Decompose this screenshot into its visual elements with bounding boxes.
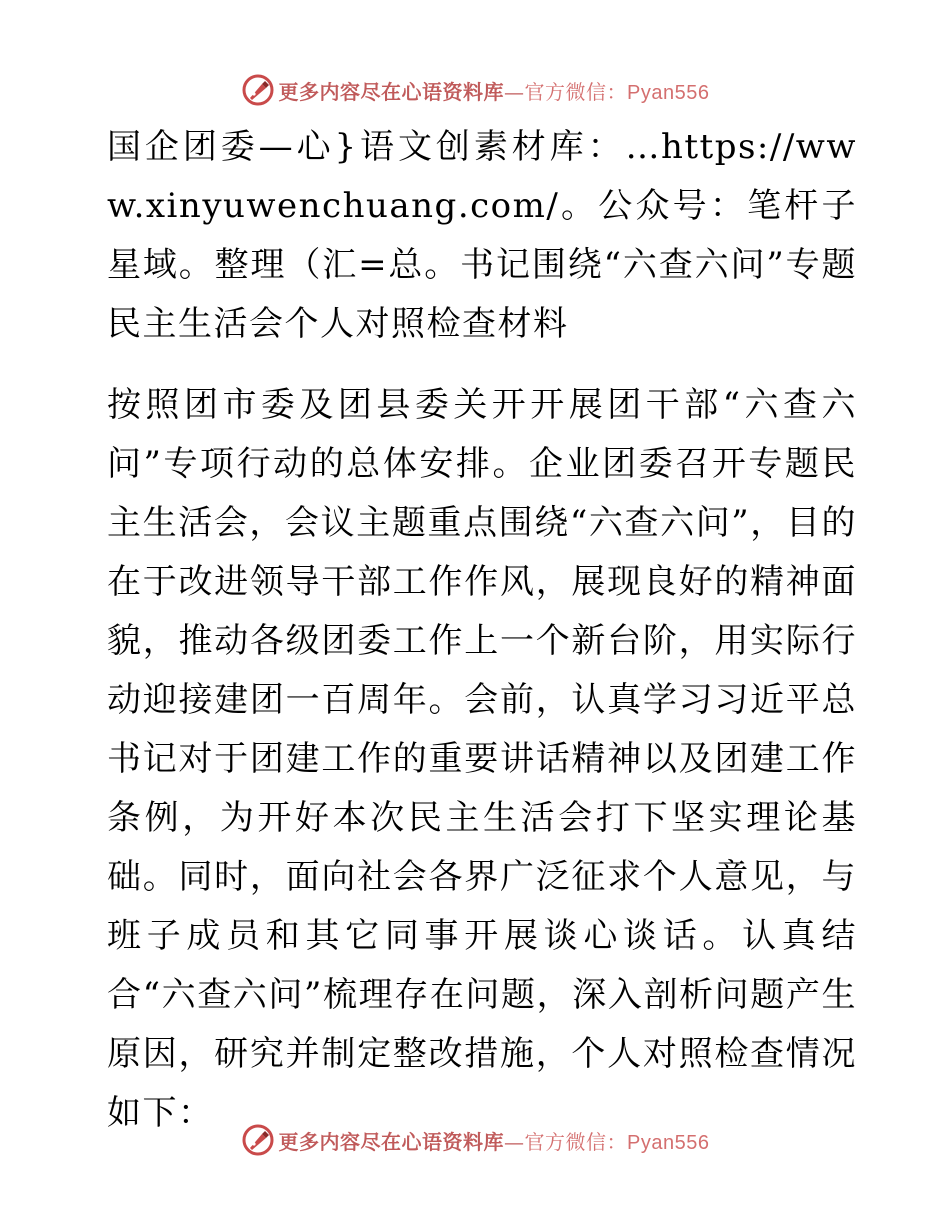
header-watermark-text (279, 76, 710, 105)
pen-nib-logo-icon (241, 1123, 275, 1157)
pen-nib-logo-icon (241, 73, 275, 107)
footer-watermark-title: 更多内容尽在心语资料库 (278, 1129, 505, 1154)
footer-watermark-contact: 官方微信：Pyan556 (524, 1131, 710, 1154)
header-watermark-contact: 官方微信：Pyan556 (524, 81, 710, 104)
document-paragraph: 按照团市委及团县委关开开展团干部“六查六问”专项行动的总体安排。企业团委召开专题民主生活会，会议主题重点围绕“六查六问”，目的在于改进领导干部工作作风，展现良好的精神面貌，推动各级团委工作上一个新台阶，用实际行动迎接建团一百周年。会前，认真学习习近平总书记对于团建工作的重要讲话精神以及团建工作条例，为开好本次民主生活会打下坚实理论基础。同时，面向社会各界广泛征求个人意见，与班子成员和其它同事开展谈心谈话。认真结合“六查六问”梳理存在问题，深入剖析问题产生原因，研究并制定整改措施，个人对照检查情况如下： (107, 385, 857, 1133)
document-title: 国企团委—心}语文创素材库：…https://www.xinyuwenchuang.com/。公众号：笔杆子星域。整理（汇=总。书记围绕“六查六问”专题民主生活会个人对照检查材料 (107, 127, 857, 344)
header-watermark (0, 70, 950, 110)
document-body (97, 118, 857, 1143)
header-watermark-title: 更多内容尽在心语资料库 (278, 79, 505, 104)
header-watermark-dash: — (504, 79, 525, 104)
footer-watermark-dash: — (504, 1129, 525, 1154)
footer-watermark-text (279, 1126, 710, 1155)
footer-watermark (0, 1120, 950, 1160)
